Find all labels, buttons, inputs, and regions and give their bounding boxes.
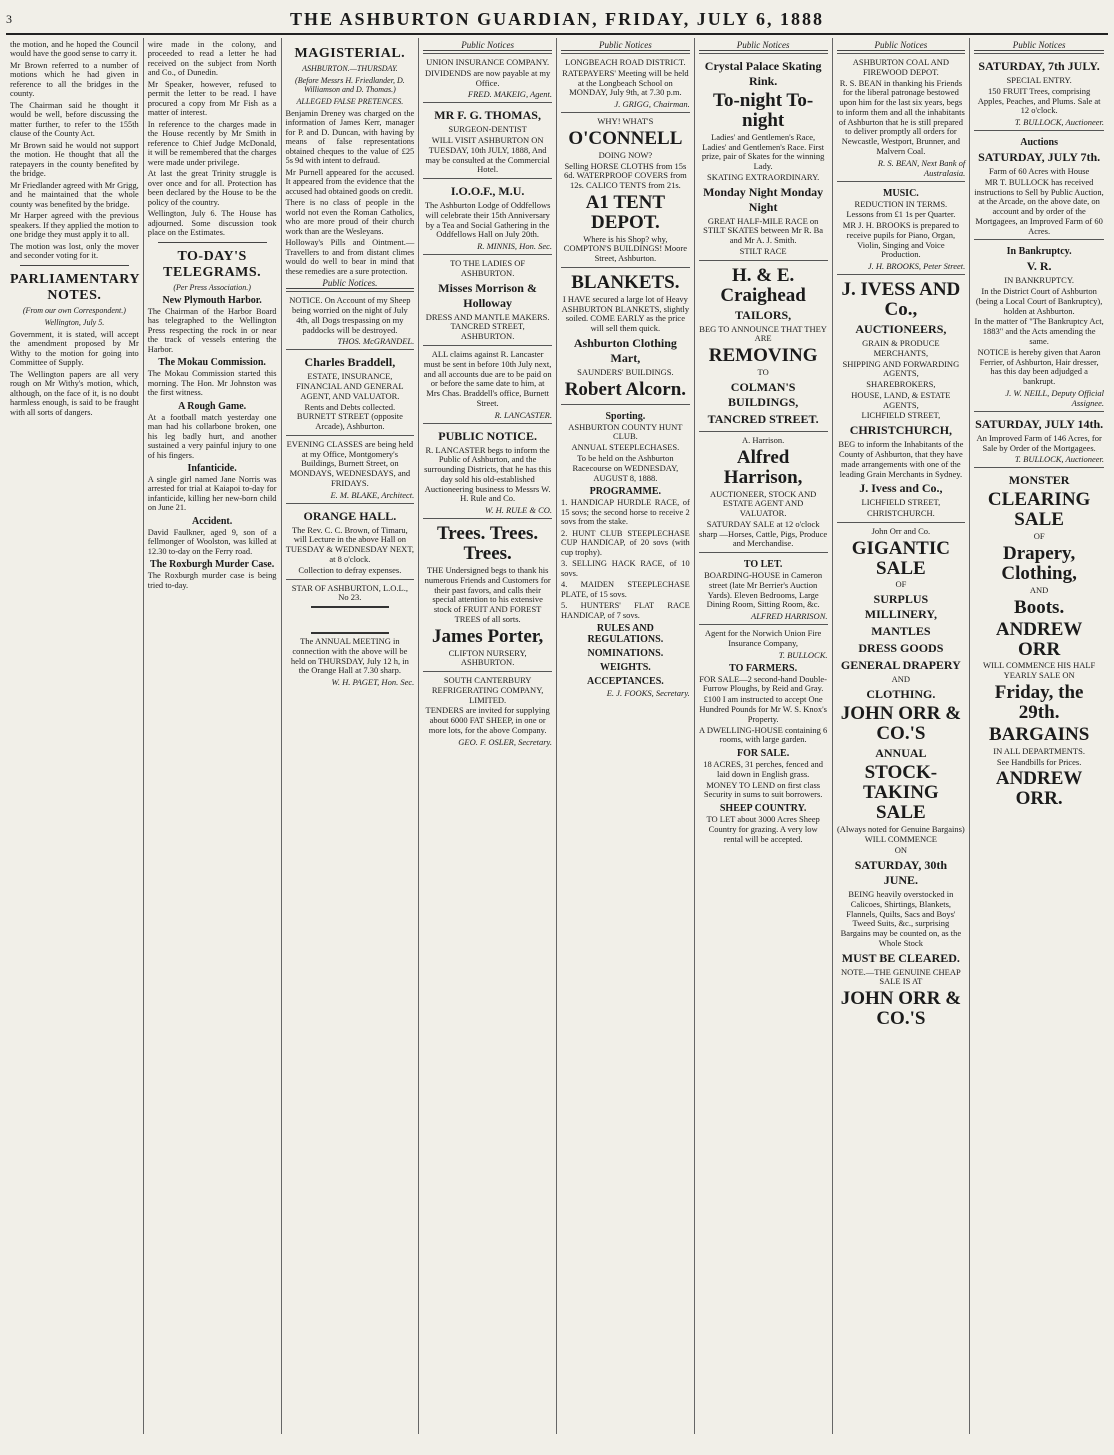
article-paragraph: Mr Friedlander agreed with Mr Grigg, and he maintained that the whole county was benefited by the bridge. [10,180,139,209]
article-paragraph: At last the great Trinity struggle is over once and for all. Protection has been declared by the House to be the policy of the country. [147,169,277,207]
article-paragraph: Benjamin Dreney was charged on the information of James Kerr, manager for P. and D. Duncan, with having by means of false representations obtained cheques to the value of £25 5s 9d with intent to defraud. [285,109,415,166]
article-paragraph: Mr Speaker, however, refused to permit the letter to be read. I have procured a copy from Mr Fish as a matter of interest. [147,79,277,118]
column-7 [833,38,971,1434]
coal-ad: ASHBURTON COAL AND FIREWOOD DEPOT. R. S. BEAN in thanking his Friends for the liberal patronage bestowed upon him for the last six years, begs to inform them and all the inhabitants of Ashburton that he is still prepared to deliver promptly all orders for Newcastle, Westport, Brunner, and Malvern Coal. R. S. BEAN, Next Bank of Australasia. [837,53,966,181]
item-title: The Roxburgh Murder Case. [149,559,275,571]
refrigerating-ad: SOUTH CANTERBURY REFRIGERATING COMPANY, LIMITED. TENDERS are invited for supplying about 6000 FAT SHEEP, in one or more lots, for the above Company. GEO. F. OSLER, Secretary. [423,671,552,750]
item-body: The Mokau Commission started this morning. The Hon. Mr Johnston was the first witness. [147,369,277,398]
article-paragraph: Mr Purnell appeared for the accused. It appeared from the evidence that the accused had obtained goods on credit. [285,167,415,196]
dressmakers-ad: TO THE LADIES OF ASHBURTON. Misses Morrison & Holloway DRESS AND MANTLE MAKERS. TANCRED STREET, ASHBURTON. [423,254,552,345]
dateline: ASHBURTON.—THURSDAY. [302,64,398,73]
section-label: Public Notices [837,40,966,51]
article-paragraph: Wellington, July 6. The House has adjourned. Some discussion took place on the Estimates. [147,209,277,238]
harrison-ad: A. Harrison. Alfred Harrison, AUCTIONEER, STOCK AND ESTATE AGENT AND VALUATOR. SATURDAY SALE at 12 o'clock sharp —Horses, Cattle, Pigs, Produce and Merchandise. [699,431,828,552]
section-label: Public Notices. [286,278,415,289]
dentist-ad: MR F. G. THOMAS, SURGEON-DENTIST WILL VISIT ASHBURTON ON TUESDAY, 10th JULY, 1888, And may be consulted at the Commercial Hotel. [423,102,552,178]
bench: (Before Messrs H. Friedlander, D. Williamson and D. Thomas.) [295,76,405,94]
article-paragraph: There is no class of people in the world not even the Roman Catholics, who are more proud of their church work than are the Wesleyans. [285,198,415,236]
mortgage-sale-ad: SATURDAY, JULY 14th. An Improved Farm of 146 Acres, for Sale by Order of the Mortgagees. T. BULLOCK, Auctioneer. [974,411,1104,468]
item-title: New Plymouth Harbor. [162,294,262,306]
race-entry: 5. HUNTERS' FLAT RACE HANDICAP, of 7 sovs. [561,601,690,620]
byline: (Per Press Association.) [173,282,251,292]
classes-ad: EVENING CLASSES are being held at my Office, Montgomery's Buildings, Burnett Street, on MONDAYS, WEDNESDAYS, and FRIDAYS. E. M. BLAKE, Architect. [286,435,415,503]
farm-sale-ad: Auctions SATURDAY, JULY 7th. Farm of 60 Acres with House MR T. BULLOCK has received instructions to Sell by Public Auction, at the Arcade, on the above date, on account and by order of the Mortgagees, an Improved Farm of 60 Acres. [974,130,1104,239]
section-heading: MAGISTERIAL. [294,46,406,61]
bankruptcy-ad: In Bankruptcy. V. R. IN BANKRUPTCY. In the District Court of Ashburton (being a Local Court of Bankruptcy), holden at Ashburton. In the matter of "The Bankruptcy Act, 1883" and the Acts amending the same. NOTICE is hereby given that Aaron Ferrier, of Ashburton, Hair dresser, has this day been adjudged a bankrupt. J. W. NEILL, Deputy Official Assignee. [974,239,1104,410]
race-entry: 4. MAIDEN STEEPLECHASE PLATE, of 15 sovs. [561,580,690,599]
article-paragraph: The motion was lost, only the mover and seconder voting for it. [10,241,139,261]
columns [6,38,1108,1434]
item-title: The Mokau Commission. [158,357,266,369]
fruit-sale-ad: SATURDAY, 7th JULY. SPECIAL ENTRY. 150 FRUIT Trees, comprising Apples, Peaches, and Plums. Sale at 12 o'clock. T. BULLOCK, Auctioneer. [974,53,1104,130]
sporting-ad: Sporting. ASHBURTON COUNTY HUNT CLUB. ANNUAL STEEPLECHASES. To be held on the Ashburton Racecourse on WEDNESDAY, AUGUST 8, 1888. PROGRAMME. 1. HANDICAP HURDLE RACE, of 15 sovs; the second horse to receive 2 sovs from the stake. 2. HUNT CLUB STEEPLECHASE CUP HANDICAP, of 20 sovs (with cup trophy). 3. SELLING HACK RACE, of 10 sovs. 4. MAIDEN STEEPLECHASE PLATE, of 15 sovs. 5. HUNTERS' FLAT RACE HANDICAP, of 7 sovs. RULES AND REGULATIONS. NOMINATIONS. WEIGHTS. ACCEPTANCES. E. J. FOOKS, Secretary. [561,404,690,701]
column-8 [970,38,1108,1434]
oddfellows-ad: I.O.O.F., M.U. The Ashburton Lodge of Oddfellows will celebrate their 15th Anniversary by a Tea and Social Gathering in the Oddfellows Hall on July 20th. R. MINNIS, Hon. Sec. [423,178,552,254]
masthead-title: THE ASHBURTON GUARDIAN, FRIDAY, JULY 6, 1888 [290,8,824,29]
byline: (From our own Correspondent.) [22,305,126,315]
item-body: At a football match yesterday one man had his collarbone broken, one his leg badly hurt, and another sustained a very painful injury to one of his fingers. [147,412,277,460]
star-lodge-ad: STAR OF ASHBURTON, L.O.L., No 23. The ANNUAL MEETING in connection with the above will be held on THURSDAY, July 12 h, in the Orange Hall at 7.30 sharp. W. H. PAGET, Hon. Sec. [286,579,415,691]
divider [20,265,129,266]
article-paragraph: In reference to the charges made in the House recently by Mr Smith in reference to Chief Judge McDonald, it will be remembered that the charges were made under privilege. [147,119,277,167]
section-label: Public Notices [561,40,690,51]
article-paragraph: Holloway's Pills and Ointment.—Travellers to and from distant climes would do well to bear in mind that these remedies are a sure protection. [285,238,415,276]
item-title: Infanticide. [187,462,237,474]
bullock-ad: Agent for the Norwich Union Fire Insurance Company, T. BULLOCK. TO FARMERS. FOR SALE—2 second-hand Double-Furrow Ploughs, by Reid and Gray. £100 I am instructed to accept One Hundred Pounds for Mr W. S. Knox's Property. A DWELLING-HOUSE containing 6 rooms, with large garden. FOR SALE. 18 ACRES, 31 perches, fenced and laid down in English grass. MONEY TO LEND on first class Security in sums to suit borrowers. SHEEP COUNTRY. TO LET about 3000 Acres Sheep Country for grazing. A very low rental will be accepted. [699,624,828,847]
trees-ad: Trees. Trees. Trees. THE Undersigned begs to thank his numerous Friends and Customers for their past favors, and calls their special attention to his extensive stock of FRUIT AND FOREST TREES of all sorts. James Porter, CLIFTON NURSERY, ASHBURTON. [423,518,552,671]
lodge-emblem [311,606,388,634]
column-2 [144,38,282,1434]
item-title: A Rough Game. [178,400,247,412]
race-entry: 1. HANDICAP HURDLE RACE, of 15 sovs; the second horse to receive 2 sovs from the stake. [561,498,690,527]
column-4 [419,38,557,1434]
race-entry: 3. SELLING HACK RACE, of 10 sovs. [561,559,690,578]
orr-sale-ad: John Orr and Co. GIGANTIC SALE OF SURPLUS MILLINERY, MANTLES DRESS GOODS GENERAL DRAPERY AND CLOTHING. JOHN ORR & CO.'S ANNUAL STOCK-TAKING SALE (Always noted for Genuine Bargains) WILL COMMENCE ON SATURDAY, 30th JUNE. BEING heavily overstocked in Calicoes, Shirtings, Blankets, Flannels, Quilts, Sacs and Boys' Tweed Suits, &c., surprising Bargains may be counted on, as the Whole Stock MUST BE CLEARED. NOTE.—THE GENUINE CHEAP SALE IS AT JOHN ORR & CO.'S [837,522,966,1033]
masthead [6,5,1108,35]
longbeach-ad: LONGBEACH ROAD DISTRICT. RATEPAYERS' Meeting will be held at the Longbeach School on MONDAY, July 9th, at 7.30 p.m. J. GRIGG, Chairman. [561,53,690,112]
divider [158,242,267,243]
orange-hall-ad: ORANGE HALL. The Rev. C. C. Brown, of Timaru, will Lecture in the above Hall on TUESDAY & WEDNESDAY NEXT, at 8 o'clock. Collection to defray expenses. [286,503,415,579]
article-paragraph: The Chairman said he thought it would be well, before discussing the matter further, to refer to the 155th clause of the County Act. [10,100,139,139]
column-6 [695,38,833,1434]
article-paragraph: Mr Brown said he would not support the motion. He thought that all the ratepayers in the county benefited by the bridge. [10,140,139,179]
andrew-orr-ad: MONSTER CLEARING SALE OF Drapery, Clothing, AND Boots. ANDREW ORR WILL COMMENCE HIS HALF YEARLY SALE ON Friday, the 29th. BARGAINS IN ALL DEPARTMENTS. See Handbills for Prices. ANDREW ORR. [974,467,1104,813]
braddell-ad: Charles Braddell, ESTATE, INSURANCE, FINANCIAL AND GENERAL AGENT, AND VALUATOR. Rents and Debts collected. BURNETT STREET (opposite Arcade), Ashburton. [286,349,415,435]
section-heading: PARLIAMENTARY NOTES. [10,271,140,303]
item-title: Accident. [191,515,233,527]
craighead-ad: H. & E. Craighead TAILORS, BEG TO ANNOUNCE THAT THEY ARE REMOVING TO COLMAN'S BUILDINGS, TANCRED STREET. [699,260,828,431]
section-label: Public Notices [699,40,828,51]
race-entry: 2. HUNT CLUB STEEPLECHASE CUP HANDICAP, of 20 sovs (with cup trophy). [561,528,690,557]
column-1 [6,38,144,1434]
skating-ad: Crystal Palace Skating Rink. To-night To-night Ladies' and Gentlemen's Race, Ladies' and Gentlemen's Race. First prize, pair of Skates for the winning Lady. SKATING EXTRAORDINARY. Monday Night Monday Night GREAT HALF-MILE RACE on STILT SKATES between Mr R. Ba and Mr A. J. Smith. STILT RACE [699,53,828,260]
music-ad: MUSIC. REDUCTION IN TERMS. Lessons from £1 1s per Quarter. MR J. H. BROOKS is prepared to receive pupils for Piano, Organ, Violin, Singing and Voice Production. J. H. BROOKS, Peter Street. [837,181,966,275]
item-body: A single girl named Jane Norris was arrested for trial at Kaiapoi to-day for infanticide, killing her new-born child on June 21. [147,474,277,513]
notice-ad: NOTICE. On Account of my Sheep being worried on the night of July 4th, all Dogs trespassing on my paddocks will be destroyed. THOS. McGRANDEL. [286,291,415,349]
to-let-ad: TO LET. BOARDING-HOUSE in Cameron street (late Mr Berrier's Auction Yards). Eleven Bedrooms, Large Dining Room, Sitting Room, &c. ALFRED HARRISON. [699,552,828,624]
item-body: The Roxburgh murder case is being tried to-day. [147,571,277,590]
dateline: Wellington, July 5. [44,317,105,327]
section-label: Public Notices [974,40,1104,51]
article-paragraph: Mr Brown referred to a number of motions which he had given in reference to all the bridges in the county. [10,60,139,99]
lancaster-notice: ALL claims against R. Lancaster must be sent in before 10th July next, and all accounts due are to be paid on or before the same date to him, at Mrs Chas. Braddell's office, Burnett Street. R. LANCASTER. [423,345,552,423]
page-number: 3 [6,11,12,26]
newspaper-page [6,5,1108,1445]
ivess-ad: J. IVESS AND Co., AUCTIONEERS, GRAIN & PRODUCE MERCHANTS, SHIPPING AND FORWARDING AGENTS, SHAREBROKERS, HOUSE, LAND, & ESTATE AGENTS, LICHFIELD STREET, CHRISTCHURCH, BEG to inform the Inhabitants of the County of Ashburton, that they have made arrangements with one of the leading Grain Merchants in Sydney. J. Ivess and Co., LICHFIELD STREET, CHRISTCHURCH. [837,274,966,522]
public-notice: PUBLIC NOTICE. R. LANCASTER begs to inform the Public of Ashburton, and the surrounding Districts, that he has this day sold his old-established Auctioneering business to Messrs W. H. Rule and Co. W. H. RULE & CO. [423,423,552,519]
item-body: David Faulkner, aged 9, son of a fellmonger of Woolston, was killed at 12.30 to-day on the Ferry road. [147,527,277,556]
column-3 [282,38,420,1434]
item-body: The Chairman of the Harbor Board has telegraphed to the Wellington Press respecting the rock in or near the track of vessels entering the Harbor. [147,306,277,354]
oconnell-ad: WHY! WHAT'S O'CONNELL DOING NOW? Selling HORSE CLOTHS from 15s 6d. WATERPROOF COVERS from 12s. CALICO TENTS from 21s. A1 TENT DEPOT. Where is his Shop? why, COMPTON'S BUILDINGS! Moore Street, Ashburton. [561,112,690,267]
article-paragraph: wire made in the colony, and proceeded to read a letter he had received on the subject from North and Co., of Dunedin. [147,40,277,78]
column-5 [557,38,695,1434]
blankets-ad: BLANKETS. I HAVE secured a large lot of Heavy ASHBURTON BLANKETS, slightly soiled. COME EARLY as the price will sell them quick. Ashburton Clothing Mart, SAUNDERS' BUILDINGS. Robert Alcorn. [561,267,690,404]
article-paragraph: Government, it is stated, will accept the amendment proposed by Mr Withy to the motion for going into Committee of Supply. [10,329,139,368]
article-paragraph: the motion, and he hoped the Council would have the good sense to carry it. [10,40,139,59]
article-paragraph: Mr Harper agreed with the previous speakers. If they applied the motion to one bridge they must apply it to all. [10,211,139,240]
case-title: ALLEGED FALSE PRETENCES. [296,97,404,106]
section-heading: TO-DAY'S TELEGRAMS. [163,248,262,280]
union-ad: UNION INSURANCE COMPANY. DIVIDENDS are now payable at my Office. FRED. MAKEIG, Agent. [423,53,552,102]
article-paragraph: The Wellington papers are all very rough on Mr Withy's motion, which, although, on the face of it, is no doubt harmless enough, is said to be fraught with all sorts of dangers. [10,369,139,417]
section-label: Public Notices [423,40,552,51]
